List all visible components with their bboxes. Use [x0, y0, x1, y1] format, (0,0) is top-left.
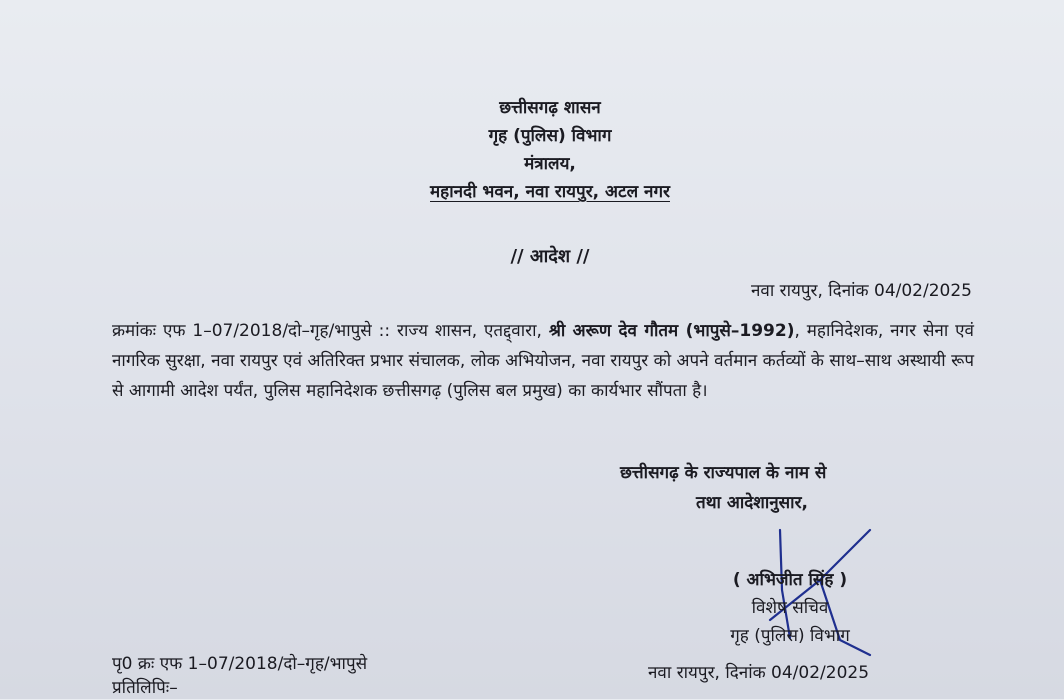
signatory-designation: विशेष सचिव	[751, 598, 829, 618]
closing-line-1: छत्तीसगढ़ के राज्यपाल के नाम से	[620, 463, 827, 483]
order-body-suffix: , महानिदेशक, नगर सेना एवं नागरिक सुरक्षा, नवा रायपुर एवं अतिरिक्त प्रभार संचालक, लोक अभियोजन, नवा रायपुर को अपने वर्तमान कर्तव्यों के साथ–साथ अस्थायी रूप से आगामी आदेश पर्यंत, पुलिस महानिदेशक छत्तीसगढ़ (पुलिस बल प्रमुख) का कार्यभार सौंपता है।	[112, 321, 974, 401]
closing-block	[620, 458, 980, 518]
header-block	[340, 94, 760, 206]
signatory-block	[640, 566, 940, 650]
header-government: छत्तीसगढ़ शासन	[499, 98, 601, 118]
endorsement-date: नवा रायपुर, दिनांक 04/02/2025	[648, 663, 870, 683]
header-ministry: मंत्रालय,	[524, 154, 576, 174]
order-date: नवा रायपुर, दिनांक 04/02/2025	[750, 281, 972, 301]
closing-line-2: तथा आदेशानुसार,	[696, 493, 808, 513]
signatory-name: ( अभिजीत सिंह )	[732, 570, 848, 590]
endorsement-ref: पृ0 क्रः एफ 1–07/2018/दो–गृह/भापुसे	[112, 654, 368, 674]
order-body-prefix: क्रमांकः एफ 1–07/2018/दो–गृह/भापुसे :: राज्य शासन, एतद्द्वारा,	[112, 321, 549, 341]
header-department: गृह (पुलिस) विभाग	[488, 126, 612, 146]
order-body	[112, 316, 974, 406]
officer-name: श्री अरूण देव गौतम (भापुसे–1992)	[548, 321, 795, 341]
endorsement-block	[112, 652, 367, 700]
copy-label: प्रतिलिपिः–	[112, 678, 178, 698]
signatory-department: गृह (पुलिस) विभाग	[730, 626, 850, 646]
header-address: महानदी भवन, नवा रायपुर, अटल नगर	[430, 182, 670, 202]
order-title: // आदेश //	[510, 246, 590, 267]
